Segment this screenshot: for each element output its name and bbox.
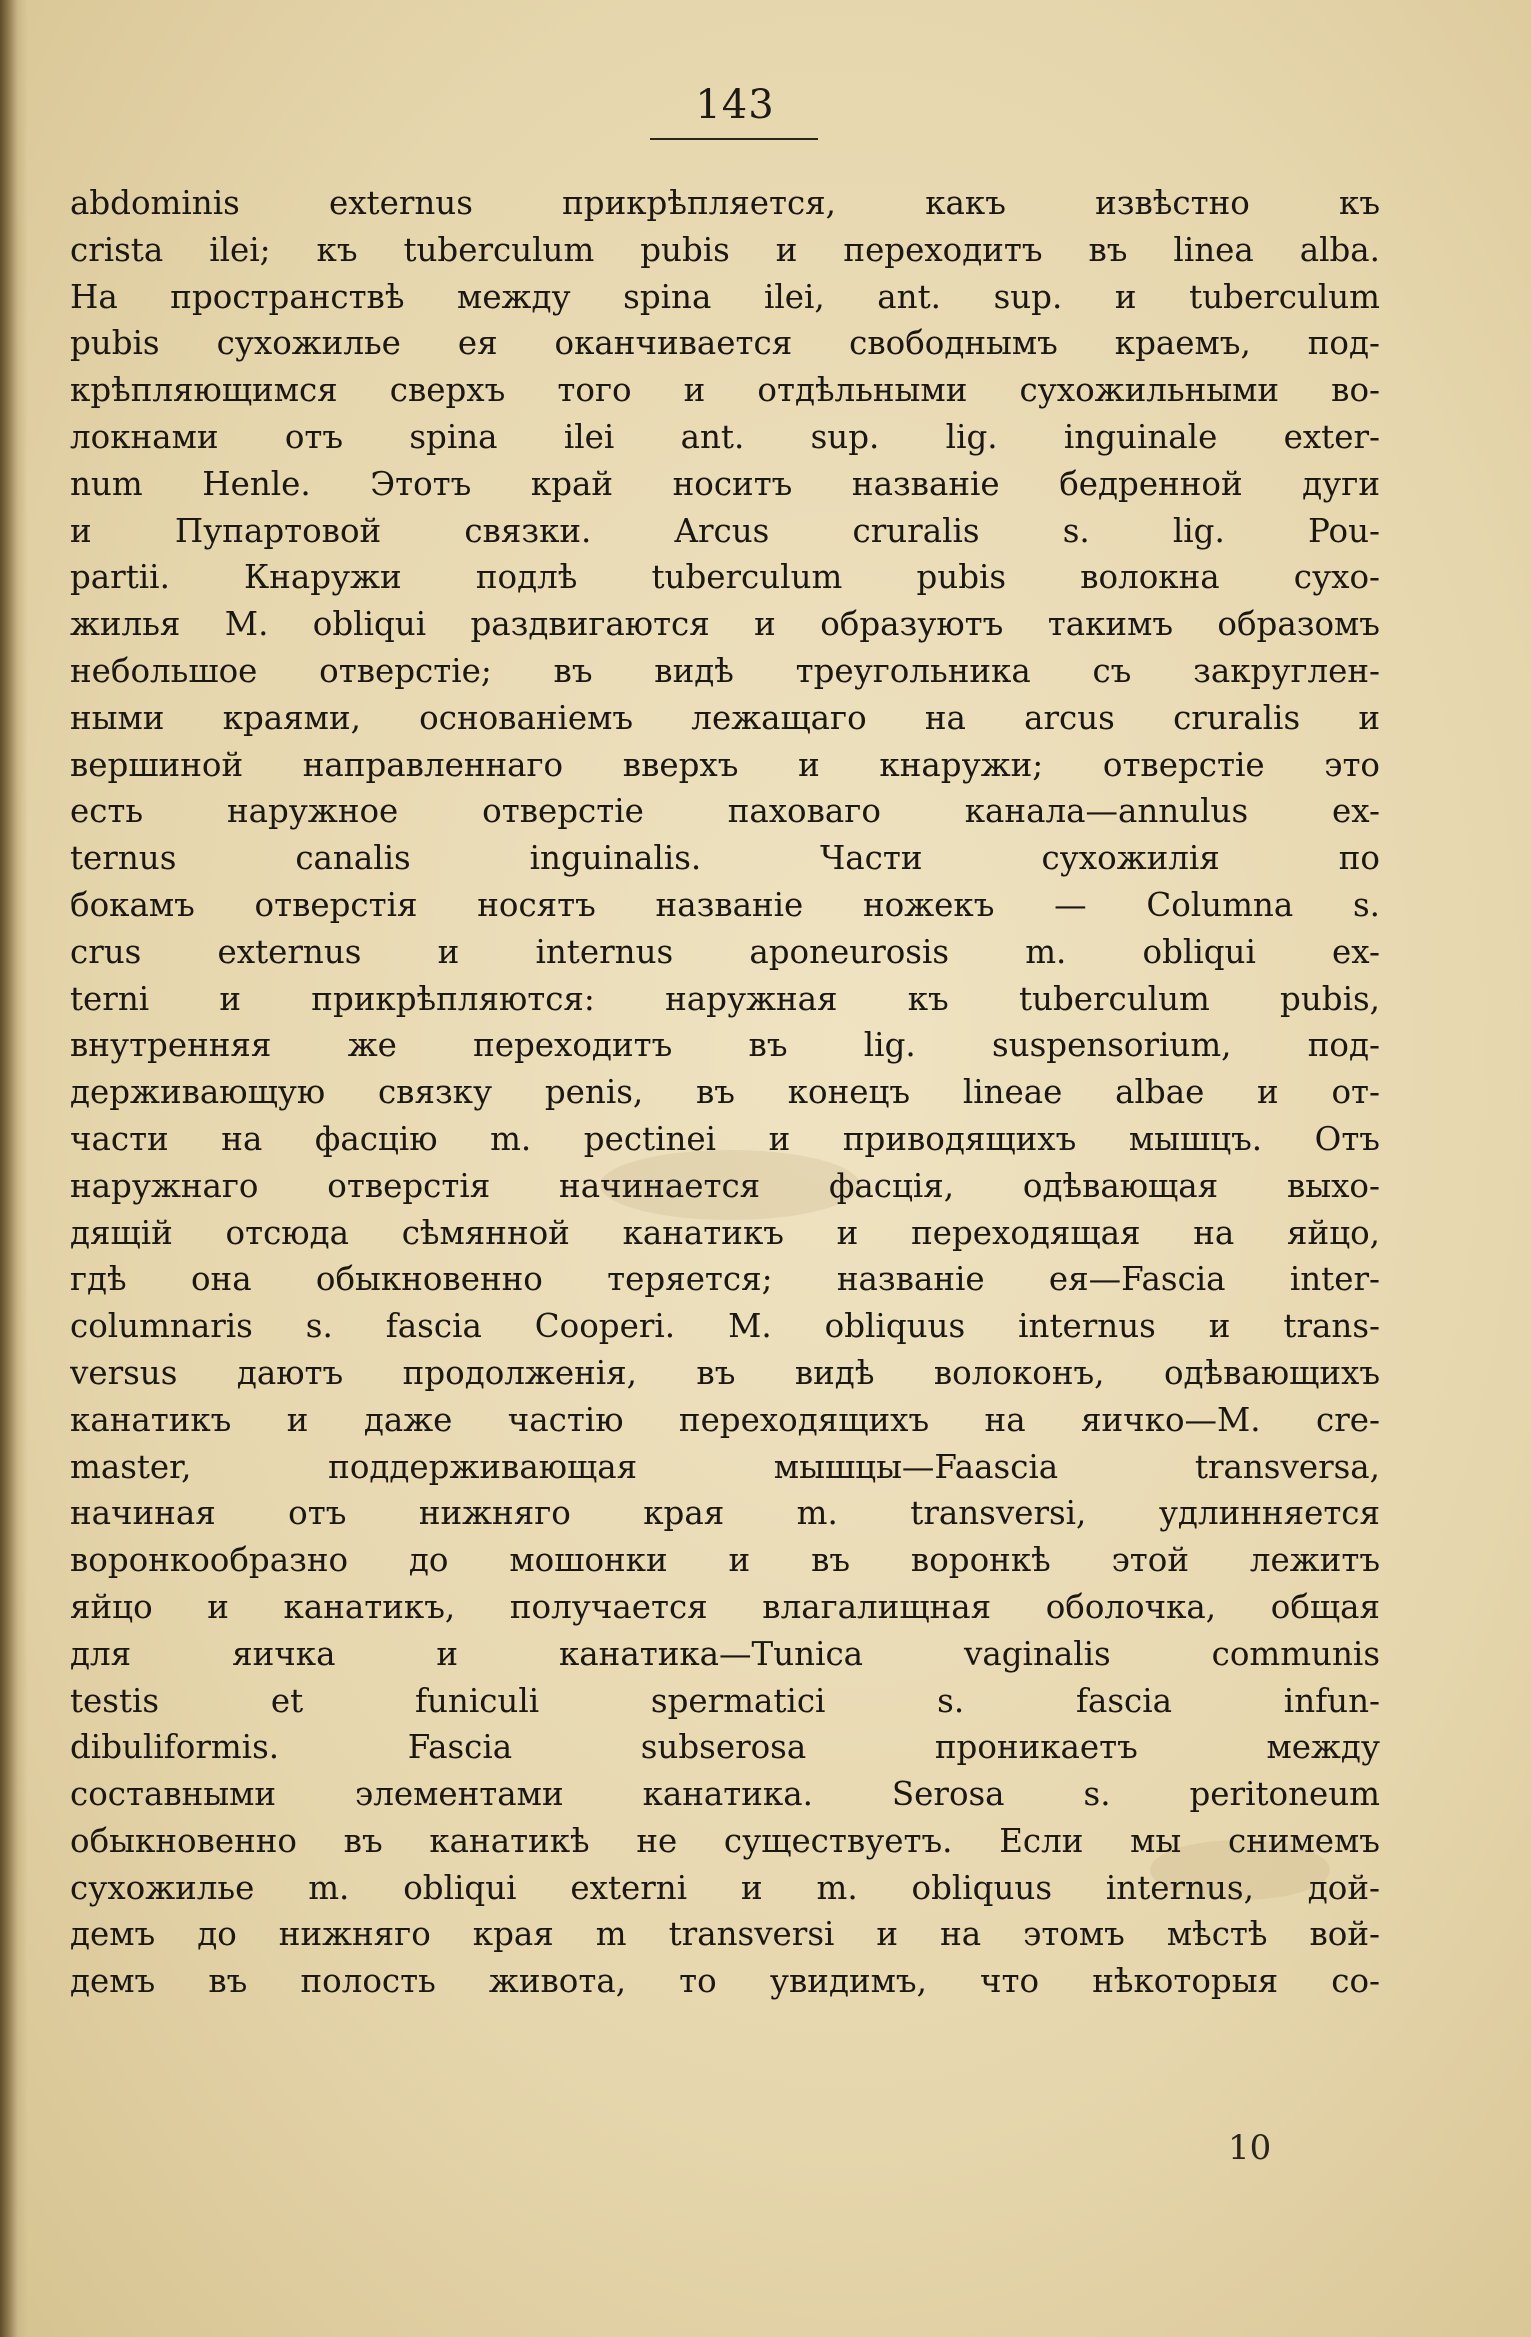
text-line: testis et funiculi spermatici s. fascia infun- [70,1681,1380,1720]
text-line: яйцо и канатикъ, получается влагалищная оболочка, общая [70,1587,1380,1626]
text-line: ными краями, основаніемъ лежащаго на arcus cruralis и [70,698,1380,737]
text-line: жилья M. obliqui раздвигаются и образуютъ такимъ образомъ [70,605,1380,644]
text-line: есть наружное отверстіе паховаго канала—annulus ex- [70,792,1380,831]
text-line: небольшое отверстіе; въ видѣ треугольника съ закруглен- [70,651,1380,690]
text-line: начиная отъ нижняго края m. transversi, удлинняется [70,1494,1380,1533]
text-line: крѣпляющимся сверхъ того и отдѣльными сухожильными во- [70,371,1380,410]
text-line: для яичка и канатика—Tunica vaginalis communis [70,1634,1380,1673]
body-text [70,180,1380,2005]
text-line: сухожилье m. obliqui externi и m. obliquus internus, дой- [70,1868,1380,1907]
text-line: демъ до нижняго края m transversi и на этомъ мѣстѣ вой- [70,1915,1380,1954]
text-line: держивающую связку penis, въ конецъ lineae albae и от- [70,1073,1380,1112]
text-line: бокамъ отверстія носятъ названіе ножекъ — Columna s. [70,885,1380,924]
text-line: abdominis externus прикрѣпляется, какъ извѣстно къ [70,184,1380,222]
text-line: вершиной направленнаго вверхъ и кнаружи; отверстіе это [70,745,1380,784]
text-line: crus externus и internus aponeurosis m. obliqui ex- [70,932,1380,971]
text-line: pubis сухожилье ея оканчивается свободнымъ краемъ, под- [70,324,1380,363]
signature-mark: 10 [1228,2128,1272,2168]
text-line: обыкновенно въ канатикѣ не существуетъ. Если мы снимемъ [70,1821,1380,1860]
text-line: локнами отъ spina ilei ant. sup. lig. inguinale exter- [70,417,1380,456]
header-rule [650,138,818,140]
text-line: partii. Кнаружи подлѣ tuberculum pubis волокна сухо- [70,558,1380,597]
text-line: части на фасцію m. pectinei и приводящихъ мышцъ. Отъ [70,1119,1380,1158]
text-line: На пространствѣ между spina ilei, ant. sup. и tuberculum [70,277,1380,316]
text-line: гдѣ она обыкновенно теряется; названіе ея—Fascia inter- [70,1260,1380,1299]
text-line: num Henle. Этотъ край носитъ названіе бедренной дуги [70,464,1380,503]
text-line: versus даютъ продолженія, въ видѣ волоконъ, одѣвающихъ [70,1353,1380,1392]
text-line: внутренняя же переходитъ въ lig. suspensorium, под- [70,1026,1380,1065]
text-line: terni и прикрѣпляются: наружная къ tuberculum pubis, [70,979,1380,1018]
page-number: 143 [695,82,775,128]
text-line: master, поддерживающая мышцы—Faascia transversa, [70,1447,1380,1486]
text-line: демъ въ полость живота, то увидимъ, что нѣкоторыя со- [70,1962,1380,2001]
text-line: дящій отсюда сѣмянной канатикъ и переходящая на яйцо, [70,1213,1380,1252]
text-line: ternus canalis inguinalis. Части сухожилія по [70,839,1380,878]
page-binding-edge [0,0,18,2337]
text-line: воронкообразно до мошонки и въ воронкѣ этой лежитъ [70,1541,1380,1580]
page-binding-shadow [18,0,28,2337]
text-line: канатикъ и даже частію переходящихъ на яичко—M. cre- [70,1400,1380,1439]
text-line: составными элементами канатика. Serosa s. peritoneum [70,1775,1380,1814]
text-line: crista ilei; къ tuberculum pubis и переходитъ въ linea alba. [70,230,1380,269]
text-line: наружнаго отверстія начинается фасція, одѣвающая выхо- [70,1166,1380,1205]
text-line: columnaris s. fascia Cooperi. M. obliquus internus и trans- [70,1307,1380,1346]
text-line: и Пупартовой связки. Arcus cruralis s. lig. Pou- [70,511,1380,550]
text-line: dibuliformis. Fascia subserosa проникаетъ между [70,1728,1380,1767]
